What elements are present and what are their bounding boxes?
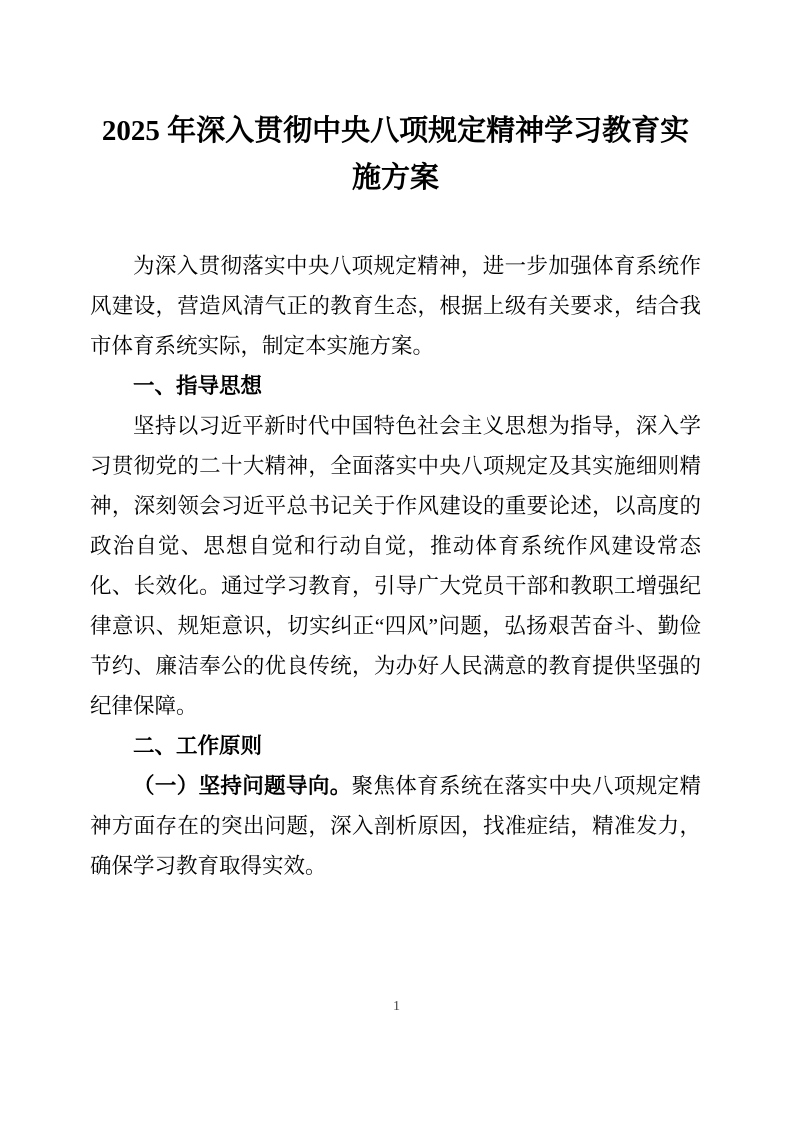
section-1-body: 坚持以习近平新时代中国特色社会主义思想为指导，深入学习贯彻党的二十大精神，全面落实中央八项规定及其实施细则精神，深刻领会习近平总书记关于作风建设的重要论述，以高度的政治自觉、思想自觉和行动自觉，推动体育系统作风建设常态化、长效化。通过学习教育，引导广大党员干部和教职工增强纪律意识、规矩意识，切实纠正“四风”问题，弘扬艰苦奋斗、勤俭节约、廉洁奉公的优良传统，为办好人民满意的教育提供坚强的纪律保障。 bbox=[90, 414, 701, 718]
intro-paragraph: 为深入贯彻落实中央八项规定精神，进一步加强体育系统作风建设，营造风清气正的教育生态，根据上级有关要求，结合我市体育系统实际，制定本实施方案。 bbox=[90, 254, 701, 358]
page-number: 1 bbox=[393, 999, 400, 1014]
page-footer bbox=[0, 997, 793, 1017]
section-1-heading: 一、指导思想 bbox=[133, 374, 263, 398]
section-2-item-1-lead: （一）坚持问题导向。 bbox=[133, 774, 352, 798]
document-title bbox=[90, 108, 701, 202]
document-content bbox=[90, 108, 701, 886]
section-2-item-1 bbox=[90, 766, 701, 886]
section-2-item-1-body: 聚焦体育系统在落实中央八项规定精神方面存在的突出问题，深入剖析原因，找准症结，精准发力，确保学习教育取得实效。 bbox=[90, 774, 701, 878]
title-line-1: 2025 年深入贯彻中央八项规定精神学习教育实 bbox=[101, 115, 690, 147]
title-line-2: 施方案 bbox=[351, 162, 439, 194]
section-2-heading: 二、工作原则 bbox=[133, 734, 263, 758]
